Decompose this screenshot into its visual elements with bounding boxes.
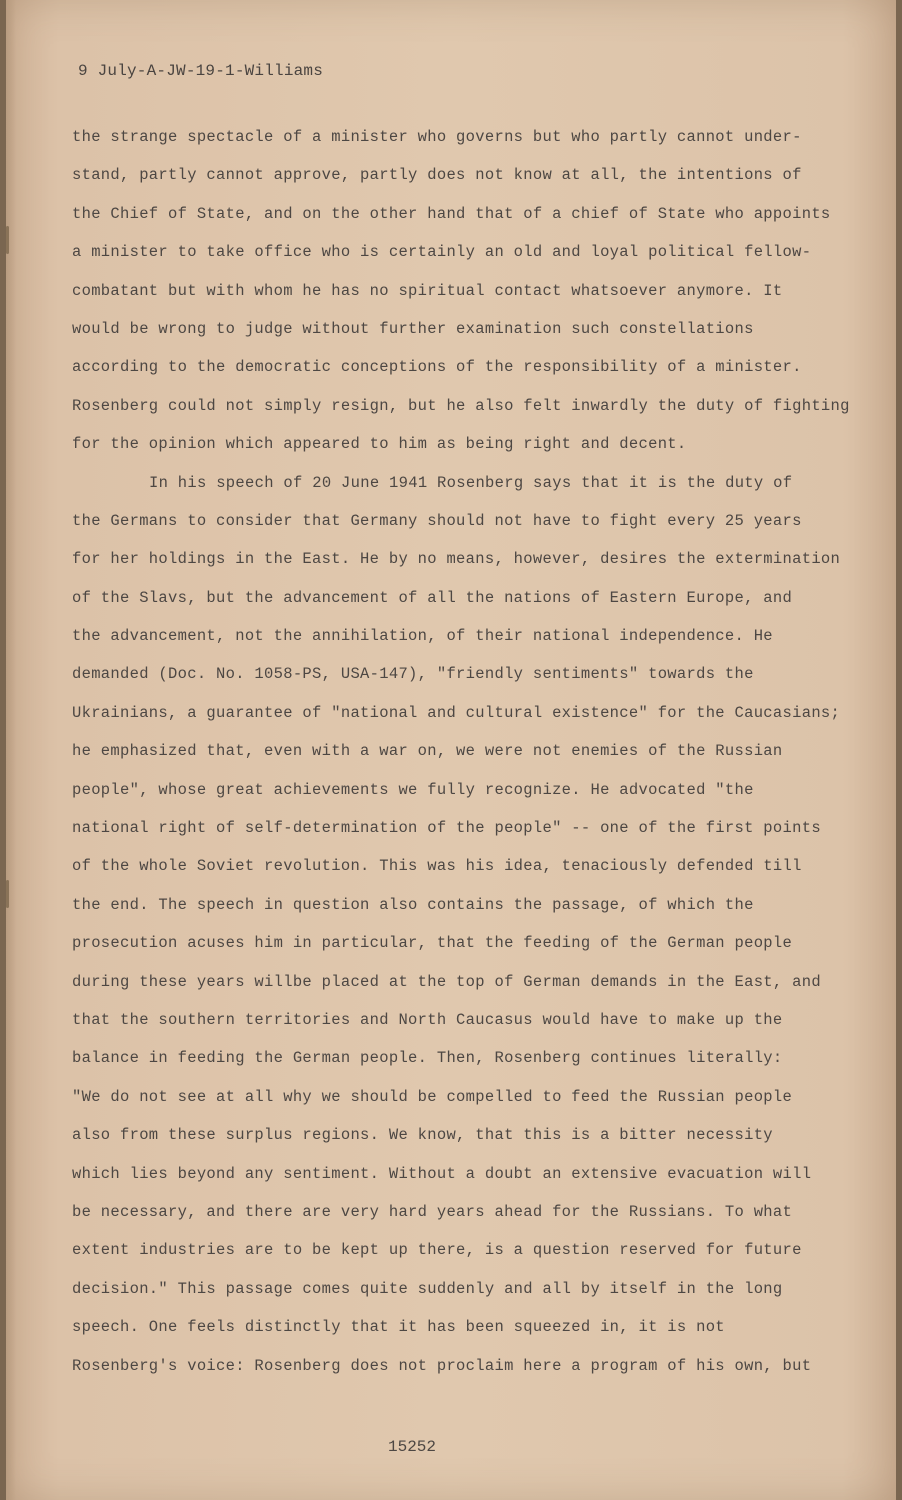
text-line: that the southern territories and North Caucasus would have to make up the bbox=[72, 1010, 783, 1029]
body-text bbox=[72, 118, 862, 1385]
text-line: would be wrong to judge without further examination such constellations bbox=[72, 319, 754, 338]
text-line: demanded (Doc. No. 1058-PS, USA-147), "friendly sentiments" towards the bbox=[72, 665, 754, 684]
text-line: extent industries are to be kept up there, is a question reserved for future bbox=[72, 1241, 802, 1260]
text-line: stand, partly cannot approve, partly does not know at all, the intentions of bbox=[72, 166, 802, 185]
text-line: of the whole Soviet revolution. This was his idea, tenaciously defended till bbox=[72, 857, 802, 876]
page-header: 9 July-A-JW-19-1-Williams bbox=[78, 62, 324, 80]
text-line: the strange spectacle of a minister who governs but who partly cannot under- bbox=[72, 128, 802, 146]
text-line: according to the democratic conceptions of the responsibility of a minister. bbox=[72, 358, 802, 377]
text-line: "We do not see at all why we should be compelled to feed the Russian people bbox=[72, 1087, 793, 1106]
text-line: the Chief of State, and on the other hand that of a chief of State who appoints bbox=[72, 204, 831, 223]
page-number: 15252 bbox=[388, 1438, 437, 1456]
text-line: for her holdings in the East. He by no means, however, desires the extermination bbox=[72, 550, 841, 569]
text-line: national right of self-determination of the people" -- one of the first points bbox=[72, 819, 821, 838]
text-line: prosecution acuses him in particular, that the feeding of the German people bbox=[72, 934, 793, 953]
text-line: which lies beyond any sentiment. Without a doubt an extensive evacuation will bbox=[72, 1164, 812, 1183]
text-line: of the Slavs, but the advancement of all the nations of Eastern Europe, and bbox=[72, 588, 793, 607]
binding-mark bbox=[6, 880, 9, 908]
text-line: be necessary, and there are very hard years ahead for the Russians. To what bbox=[72, 1202, 793, 1221]
text-line: Rosenberg's voice: Rosenberg does not proclaim here a program of his own, but bbox=[72, 1356, 812, 1375]
text-line: during these years willbe placed at the top of German demands in the East, and bbox=[72, 972, 821, 991]
text-line: Ukrainians, a guarantee of "national and cultural existence" for the Caucasians; bbox=[72, 703, 841, 722]
text-line: a minister to take office who is certainly an old and loyal political fellow- bbox=[72, 243, 812, 262]
binding-mark bbox=[6, 226, 9, 254]
text-line: for the opinion which appeared to him as being right and decent. bbox=[72, 435, 687, 454]
text-line: also from these surplus regions. We know, that this is a bitter necessity bbox=[72, 1126, 773, 1145]
text-line: Rosenberg could not simply resign, but he also felt inwardly the duty of fighting bbox=[72, 396, 850, 415]
text-line: the Germans to consider that Germany should not have to fight every 25 years bbox=[72, 511, 802, 530]
page-edge-shadow bbox=[6, 0, 16, 1500]
text-line: he emphasized that, even with a war on, we were not enemies of the Russian bbox=[72, 742, 783, 761]
text-line: combatant but with whom he has no spiritual contact whatsoever anymore. It bbox=[72, 281, 783, 300]
text-line: balance in feeding the German people. Then, Rosenberg continues literally: bbox=[72, 1049, 783, 1068]
text-line: the advancement, not the annihilation, of their national independence. He bbox=[72, 627, 773, 646]
text-line: people", whose great achievements we fully recognize. He advocated "the bbox=[72, 780, 754, 799]
text-line: decision." This passage comes quite suddenly and all by itself in the long bbox=[72, 1279, 783, 1298]
text-line: In his speech of 20 June 1941 Rosenberg says that it is the duty of bbox=[149, 473, 793, 492]
document-page bbox=[6, 0, 896, 1500]
text-line: speech. One feels distinctly that it has been squeezed in, it is not bbox=[72, 1318, 725, 1337]
text-line: the end. The speech in question also contains the passage, of which the bbox=[72, 895, 754, 914]
